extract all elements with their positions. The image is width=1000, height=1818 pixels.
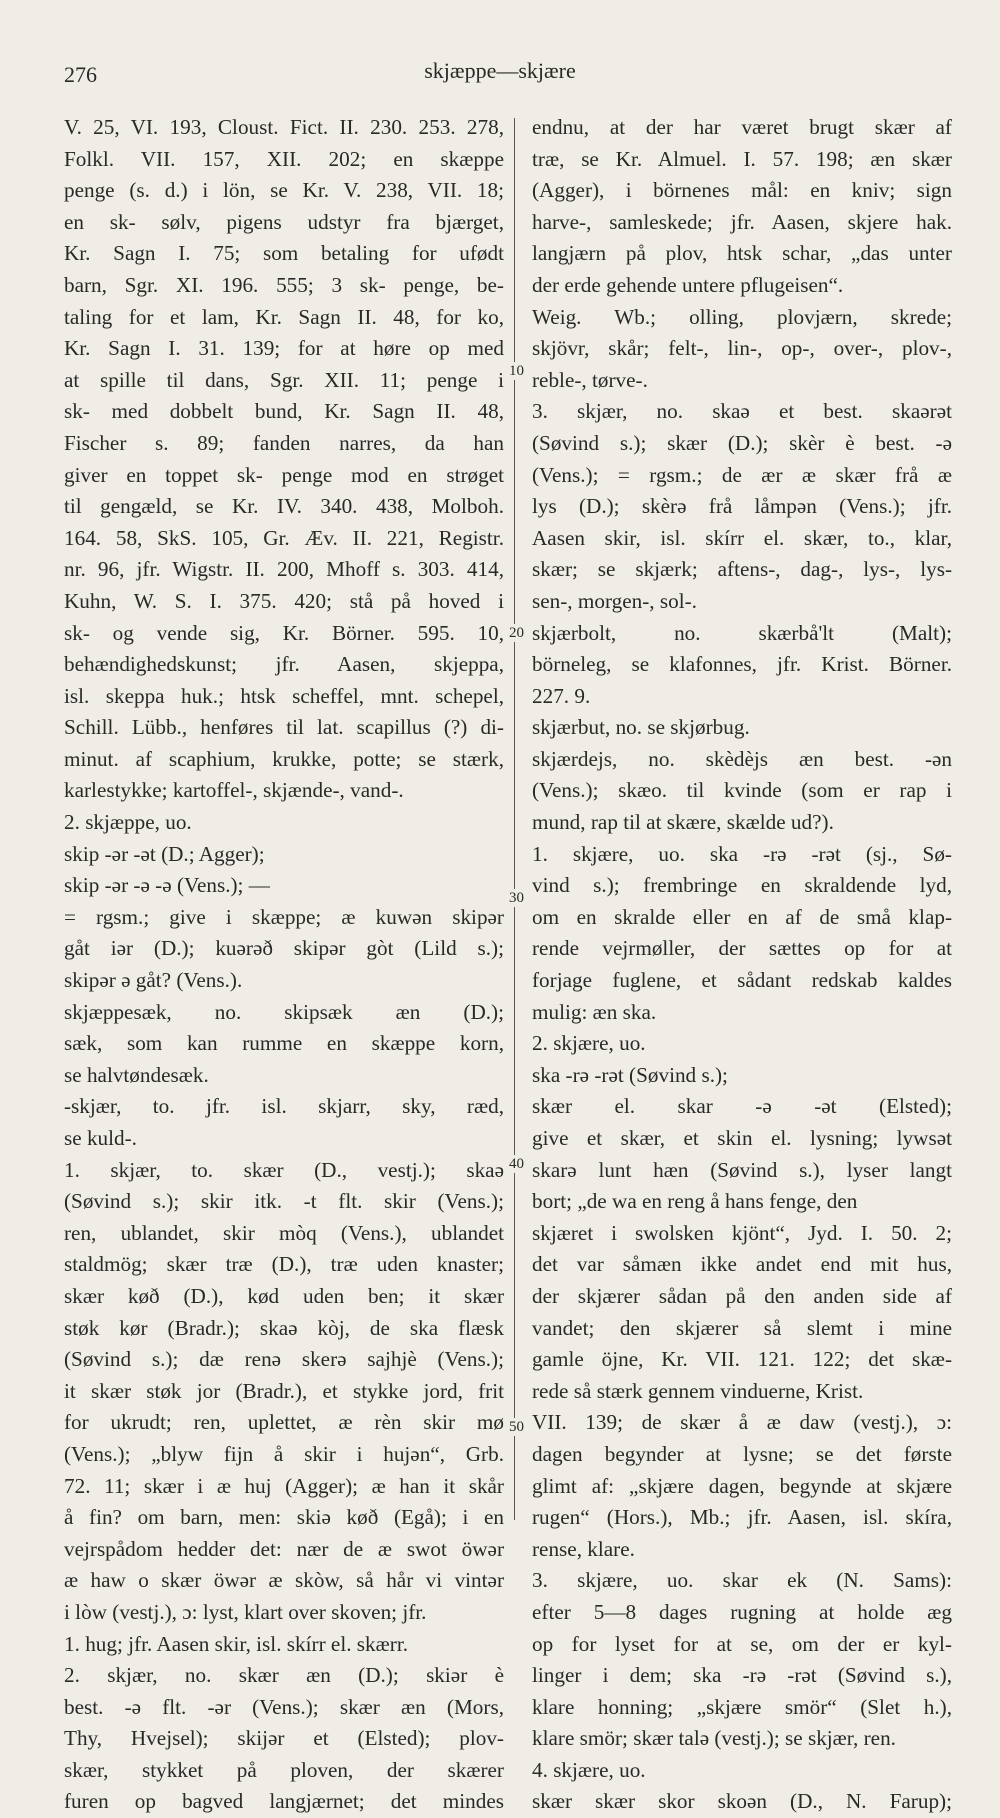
- text-line: best. -ə flt. -ər (Vens.); skær æn (Mors,: [64, 1694, 504, 1719]
- text-line: om en skralde eller en af de små klap-: [532, 904, 952, 929]
- text-line: glimt af: „skjære dagen, begynde at skjære: [532, 1473, 952, 1498]
- text-line: støk kør (Bradr.); skaə kòj, de ska flæsk: [64, 1315, 504, 1340]
- text-line: it skær støk jor (Bradr.), et stykke jord, frit: [64, 1378, 504, 1403]
- text-line: (Agger), i börnenes mål: en kniv; sign: [532, 178, 952, 203]
- text-line: lys (D.); skèrə frå låmpən (Vens.); jfr.: [532, 494, 952, 519]
- text-line: skær skær skor skoən (D., N. Farup);: [532, 1789, 952, 1814]
- text-line: gamle öjne, Kr. VII. 121. 122; det skæ-: [532, 1347, 952, 1372]
- text-line: skjæret i swolsken kjönt“, Jyd. I. 50. 2;: [532, 1220, 952, 1245]
- text-line: det var såmæn ikke andet end mit hus,: [532, 1252, 952, 1277]
- text-line: Schill. Lübb., henføres til lat. scapillus (?) di-: [64, 715, 504, 740]
- text-line: vind s.); frembringe en skraldende lyd,: [532, 873, 952, 898]
- text-line: furen op bagved langjærnet; det mindes: [64, 1789, 504, 1814]
- text-line: mulig: æn ska.: [532, 999, 657, 1024]
- text-line: langjærn på plov, htsk schar, „das unter: [532, 241, 952, 266]
- text-line: ska -rə -rət (Søvind s.);: [532, 1062, 728, 1087]
- text-line: 227. 9.: [532, 683, 591, 708]
- text-line: klare honning; „skjære smör“ (Slet h.),: [532, 1694, 952, 1719]
- text-line: bort; „de wa en reng å hans fenge, den: [532, 1189, 858, 1214]
- text-line: skip -ər -ət (D.; Agger);: [64, 841, 265, 866]
- text-line: skjövr, skår; felt-, lin-, op-, over-, plov-,: [532, 336, 952, 361]
- text-line: (Vens.); „blyw fijn å skir i hujən“, Grb.: [64, 1441, 504, 1466]
- text-line: se halvtøndesæk.: [64, 1062, 209, 1087]
- text-line: V. 25, VI. 193, Cloust. Fict. II. 230. 253. 278,: [64, 115, 504, 139]
- text-line: der skjærer sådan på den anden side af: [532, 1283, 952, 1308]
- line-number: 20: [509, 625, 524, 641]
- text-line: penge (s. d.) i lön, se Kr. V. 238, VII. 18;: [64, 178, 504, 203]
- text-line: give et skær, et skin el. lysning; lywsət: [532, 1126, 952, 1150]
- text-line: forjage fuglene, et sådant redskab kaldes: [532, 968, 952, 993]
- text-line: skær, stykket på ploven, der skærer: [64, 1757, 504, 1782]
- text-line: vandet; den skjærer så slemt i mine: [532, 1315, 952, 1340]
- text-line: skarə lunt hæn (Søvind s.), lyser langt: [532, 1157, 952, 1182]
- text-line: skær; se skjærk; aftens-, dag-, lys-, lys-: [532, 557, 952, 582]
- text-line: å fin? om barn, men: skiə køð (Egå); i en: [64, 1505, 504, 1530]
- text-line: skip -ər -ə -ə (Vens.); —: [64, 873, 270, 898]
- text-line: harve-, samleskede; jfr. Aasen, skjere hak.: [532, 209, 952, 234]
- text-line: skjærdejs, no. skèdèjs æn best. -ən: [532, 746, 952, 771]
- text-line: behændighedskunst; jfr. Aasen, skjeppa,: [64, 652, 504, 677]
- text-line: sk- med dobbelt bund, Kr. Sagn II. 48,: [64, 399, 504, 424]
- page-number: 276: [64, 62, 97, 87]
- text-line: at spille til dans, Sgr. XII. 11; penge i: [64, 367, 504, 392]
- text-line: skjæppesæk, no. skipsæk æn (D.);: [64, 999, 504, 1024]
- text-line: sen-, morgen-, sol-.: [532, 588, 697, 613]
- text-line: Aasen skir, isl. skírr el. skær, to., klar,: [532, 525, 952, 550]
- text-line: rede så stærk gennem vinduerne, Krist.: [532, 1378, 864, 1403]
- left-column: [64, 112, 504, 1818]
- text-line: rense, klare.: [532, 1536, 635, 1561]
- text-line: 72. 11; skær i æ huj (Agger); æ han it skår: [64, 1473, 504, 1498]
- text-line: efter 5—8 dages rugning at holde æg: [532, 1599, 952, 1624]
- text-line: klare smör; skær talə (vestj.); se skjær, ren.: [532, 1726, 896, 1751]
- text-line: skjærbolt, no. skærbå'lt (Malt);: [532, 620, 952, 645]
- text-line: skipər ə gåt? (Vens.).: [64, 968, 243, 993]
- text-line: minut. af scaphium, krukke, potte; se stærk,: [64, 746, 504, 771]
- text-line: gåt iər (D.); kuərəð skipər gòt (Lild s.);: [64, 936, 504, 961]
- text-line: reble-, tørve-.: [532, 367, 648, 392]
- text-line: (Vens.); = rgsm.; de ær æ skær frå æ: [532, 462, 952, 487]
- text-line: der erde gehende untere pflugeisen“.: [532, 272, 844, 297]
- text-line: for ukrudt; ren, uplettet, æ rèn skir mø: [64, 1410, 504, 1435]
- running-head: skjæppe—skjære: [424, 58, 576, 83]
- text-line: op for lyset for at se, om der er kyl-: [532, 1631, 952, 1656]
- text-line: ren, ublandet, skir mòq (Vens.), ublandet: [64, 1220, 504, 1245]
- text-line: sæk, som kan rumme en skæppe korn,: [64, 1031, 504, 1056]
- line-number: 40: [509, 1156, 524, 1172]
- text-line: Fischer s. 89; fanden narres, da han: [64, 430, 504, 455]
- text-line: æ haw o skær öwər æ skòw, så hår vi vintər: [64, 1568, 504, 1593]
- text-line: 3. skjære, uo. skar ek (N. Sams):: [532, 1568, 952, 1593]
- text-line: karlestykke; kartoffel-, skjænde-, vand-.: [64, 778, 404, 803]
- text-line: VII. 139; de skær å æ daw (vestj.), ɔ:: [532, 1410, 952, 1435]
- text-line: giver en toppet sk- penge mod en strøget: [64, 462, 504, 487]
- text-line: 164. 58, SkS. 105, Gr. Æv. II. 221, Registr.: [64, 525, 504, 550]
- text-line: 1. hug; jfr. Aasen skir, isl. skírr el. skærr.: [64, 1631, 409, 1656]
- text-line: træ, se Kr. Almuel. I. 57. 198; æn skær: [532, 146, 952, 171]
- text-line: en sk- sølv, pigens udstyr fra bjærget,: [64, 209, 504, 234]
- text-line: 2. skjære, uo.: [532, 1031, 646, 1056]
- text-line: mund, rap til at skære, skælde ud?).: [532, 810, 834, 835]
- text-line: börneleg, se klafonnes, jfr. Krist. Börner.: [532, 652, 952, 677]
- text-line: Weig. Wb.; olling, plovjærn, skrede;: [532, 304, 952, 329]
- text-line: vejrspådom hedder det: nær de æ swot öwər: [64, 1536, 504, 1561]
- text-line: barn, Sgr. XI. 196. 555; 3 sk- penge, be-: [64, 272, 504, 297]
- text-line: (Søvind s.); skir itk. -t flt. skir (Vens.);: [64, 1189, 504, 1214]
- text-line: skær køð (D.), kød uden ben; it skær: [64, 1283, 504, 1308]
- text-line: Kr. Sagn I. 31. 139; for at høre op med: [64, 336, 504, 361]
- text-line: 4. skjære, uo.: [532, 1757, 646, 1782]
- text-line: linger i dem; ska -rə -rət (Søvind s.),: [532, 1663, 952, 1688]
- text-line: (Vens.); skæo. til kvinde (som er rap i: [532, 778, 952, 803]
- line-number: 30: [509, 890, 524, 906]
- text-line: (Søvind s.); dæ renə skerə sajhjè (Vens.);: [64, 1347, 504, 1372]
- text-line: (Søvind s.); skær (D.); skèr è best. -ə: [532, 430, 952, 455]
- text-line: sk- og vende sig, Kr. Börner. 595. 10,: [64, 620, 504, 645]
- text-line: Folkl. VII. 157, XII. 202; en skæppe: [64, 146, 504, 171]
- right-column: [532, 112, 952, 1818]
- line-number: 50: [509, 1419, 524, 1435]
- text-line: dagen begynder at lysne; se det første: [532, 1441, 952, 1466]
- text-line: Thy, Hvejsel); skijər et (Elsted); plov-: [64, 1726, 504, 1751]
- text-line: nr. 96, jfr. Wigstr. II. 200, Mhoff s. 303. 414,: [64, 557, 504, 582]
- text-line: endnu, at der har været brugt skær af: [532, 115, 952, 139]
- text-line: i lòw (vestj.), ɔ: lyst, klart over skoven; jfr.: [64, 1599, 427, 1624]
- text-line: se kuld-.: [64, 1126, 137, 1150]
- text-line: staldmög; skær træ (D.), træ uden knaster;: [64, 1252, 504, 1277]
- text-line: rende vejrmøller, der sættes op for at: [532, 936, 952, 961]
- text-line: 1. skjære, uo. ska -rə -rət (sj., Sø-: [532, 841, 952, 866]
- text-line: 1. skjær, to. skær (D., vestj.); skaə: [64, 1157, 504, 1182]
- text-line: 2. skjær, no. skær æn (D.); skiər è: [64, 1663, 504, 1688]
- text-line: = rgsm.; give i skæppe; æ kuwən skipər: [64, 904, 504, 929]
- text-line: 2. skjæppe, uo.: [64, 810, 192, 835]
- line-number: 10: [509, 363, 524, 379]
- text-line: taling for et lam, Kr. Sagn II. 48, for ko,: [64, 304, 504, 329]
- text-line: skjærbut, no. se skjørbug.: [532, 715, 750, 740]
- text-line: Kuhn, W. S. I. 375. 420; stå på hoved i: [64, 588, 504, 613]
- column-divider: [514, 118, 515, 1520]
- text-line: 3. skjær, no. skaə et best. skaərət: [532, 399, 952, 424]
- text-line: -skjær, to. jfr. isl. skjarr, sky, ræd,: [64, 1094, 504, 1119]
- text-line: skær el. skar -ə -ət (Elsted);: [532, 1094, 952, 1119]
- text-line: til gengæld, se Kr. IV. 340. 438, Molboh.: [64, 494, 504, 519]
- text-line: Kr. Sagn I. 75; som betaling for ufødt: [64, 241, 504, 266]
- text-line: rugen“ (Hors.), Mb.; jfr. Aasen, isl. skíra,: [532, 1505, 952, 1530]
- text-line: isl. skeppa huk.; htsk scheffel, mnt. schepel,: [64, 683, 504, 708]
